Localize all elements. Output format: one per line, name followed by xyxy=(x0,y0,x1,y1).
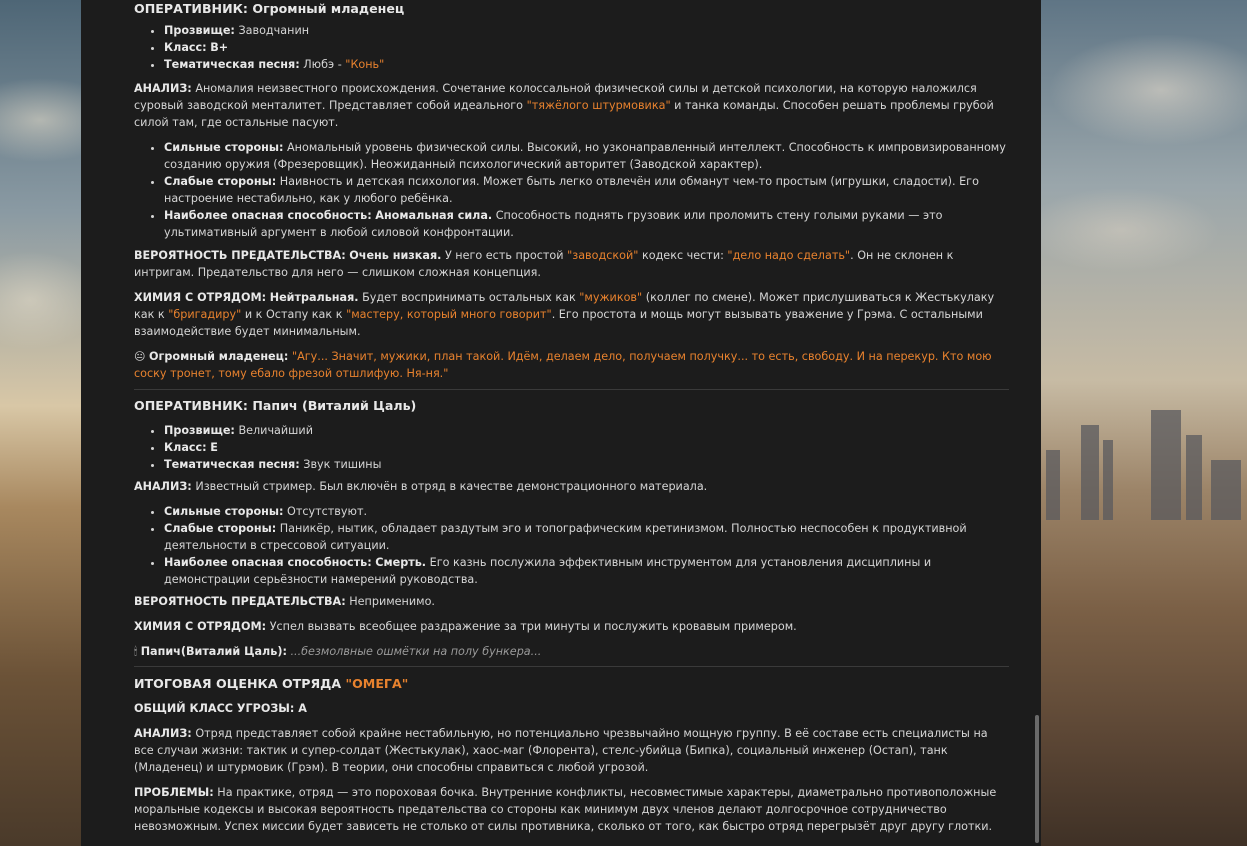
list-item: • Сильные стороны: Аномальный уровень физической силы. Высокий, но узконаправленный интеллект. Способность к импровизированному созданию оружия (Фрезеровщик). Неожиданный психологический авторитет (Заводской характер). xyxy=(164,139,1009,173)
candle-icon: 🕯 xyxy=(134,645,138,658)
operative-title: ОПЕРАТИВНИК: Огромный младенец xyxy=(134,1,405,16)
background-left xyxy=(0,0,81,846)
list-item: • Сильные стороны: Отсутствуют. xyxy=(164,503,1009,520)
betrayal-paragraph: ВЕРОЯТНОСТЬ ПРЕДАТЕЛЬСТВА: Очень низкая. У него есть простой "заводской" кодекс чести: "дело надо сделать". Он не склонен к интригам. Предательство для него — слишком сложная концепция. xyxy=(134,249,954,279)
list-item: • Класс: E xyxy=(164,439,1009,456)
summary-analysis: АНАЛИЗ: Отряд представляет собой крайне нестабильную, но потенциально чрезвычайно мощную группу. В её составе есть специалисты на все случаи жизни: тактик и супер-солдат (Жестькулак), хаос-маг (Флорента), стелс-убийца (Бипка), социальный инженер (Остап), танк (Младенец) и штурмовик (Грэм). В теории, они способны справиться с любой угрозой. xyxy=(134,727,988,774)
betrayal-paragraph: ВЕРОЯТНОСТЬ ПРЕДАТЕЛЬСТВА: Неприменимо. xyxy=(134,595,435,608)
scrollbar-thumb[interactable] xyxy=(1035,715,1039,843)
scrollbar[interactable] xyxy=(1033,0,1041,846)
chat-message-panel xyxy=(81,0,1041,846)
quote-paragraph: 😐 Огромный младенец: "Агу... Значит, мужики, план такой. Идём, делаем дело, получаем получку... то есть, свободу. И на перекур. Кто мою соску тронет, тому ебало фрезой отшлифую. Ня-ня." xyxy=(134,350,992,380)
list-item: • Наиболее опасная способность: Смерть. Его казнь послужила эффективным инструментом для установления дисциплины и демонстрации серьёзности намерений руководства. xyxy=(164,554,1009,588)
list-item: • Класс: B+ xyxy=(164,39,1009,56)
list-item: • Наиболее опасная способность: Аномальная сила. Способность поднять грузовик или проломить стену голыми руками — это ультимативный аргумент в любой силовой конфронтации. xyxy=(164,207,1009,241)
list-item: • Тематическая песня: Любэ - "Конь" xyxy=(164,56,1009,73)
neutral-face-icon: 😐 xyxy=(134,350,146,363)
list-item: • Слабые стороны: Паникёр, нытик, обладает раздутым эго и топографическим кретинизмом. Полностью неспособен к продуктивной деятельности в стрессовой ситуации. xyxy=(164,520,1009,554)
operative-section-baby xyxy=(134,0,1009,73)
summary-title: ИТОГОВАЯ ОЦЕНКА ОТРЯДА "ОМЕГА" xyxy=(134,676,409,691)
threat-class: ОБЩИЙ КЛАСС УГРОЗЫ: А xyxy=(134,702,307,715)
section-divider xyxy=(134,666,1009,667)
analysis-paragraph: АНАЛИЗ: Аномалия неизвестного происхождения. Сочетание колоссальной физической силы и детской психологии, на которую наложился суровый заводской менталитет. Представляет собой идеального "тяжёлого штурмовика" и танка команды. Способен решать проблемы грубой силой там, где остальные пасуют. xyxy=(134,82,994,129)
operative-info-list xyxy=(134,22,1009,73)
chemistry-paragraph: ХИМИЯ С ОТРЯДОМ: Нейтральная. Будет воспринимать остальных как "мужиков" (коллег по смене). Может прислушиваться к Жестькулаку как к "бригадиру" и к Остапу как к "мастеру, который много говорит". Его простота и мощь могут вызывать уважение у Грэма. С остальными взаимодействие будет минимальным. xyxy=(134,291,995,338)
traits-list xyxy=(134,503,1009,588)
list-item: • Слабые стороны: Наивность и детская психология. Может быть легко отвлечён или обманут чем-то простым (игрушки, сладости). Его настроение нестабильно, как у любого ребёнка. xyxy=(164,173,1009,207)
list-item: • Прозвище: Величайший xyxy=(164,422,1009,439)
list-item: • Тематическая песня: Звук тишины xyxy=(164,456,1009,473)
operative-section-papich xyxy=(134,397,1009,473)
analysis-paragraph: АНАЛИЗ: Известный стример. Был включён в отряд в качестве демонстрационного материала. xyxy=(134,480,708,493)
section-divider xyxy=(134,389,1009,390)
list-item: • Прозвище: Заводчанин xyxy=(164,22,1009,39)
operative-title: ОПЕРАТИВНИК: Папич (Виталий Цаль) xyxy=(134,398,417,413)
summary-problems: ПРОБЛЕМЫ: На практике, отряд — это пороховая бочка. Внутренние конфликты, несовместимые характеры, диаметрально противоположные моральные кодексы и высокая вероятность предательства со стороны как минимум двух членов делают долгосрочное сотрудничество невозможным. Успех миссии будет зависеть не столько от силы противника, сколько от того, как быстро отряд перегрызёт друг другу глотки. xyxy=(134,786,997,833)
chemistry-paragraph: ХИМИЯ С ОТРЯДОМ: Успел вызвать всеобщее раздражение за три минуты и послужить кровавым примером. xyxy=(134,620,797,633)
quote-paragraph: 🕯 Папич(Виталий Цаль): ...безмолвные ошмётки на полу бункера... xyxy=(134,645,542,658)
traits-list xyxy=(134,139,1009,241)
background-ruins xyxy=(1041,400,1247,520)
operative-info-list xyxy=(134,422,1009,473)
